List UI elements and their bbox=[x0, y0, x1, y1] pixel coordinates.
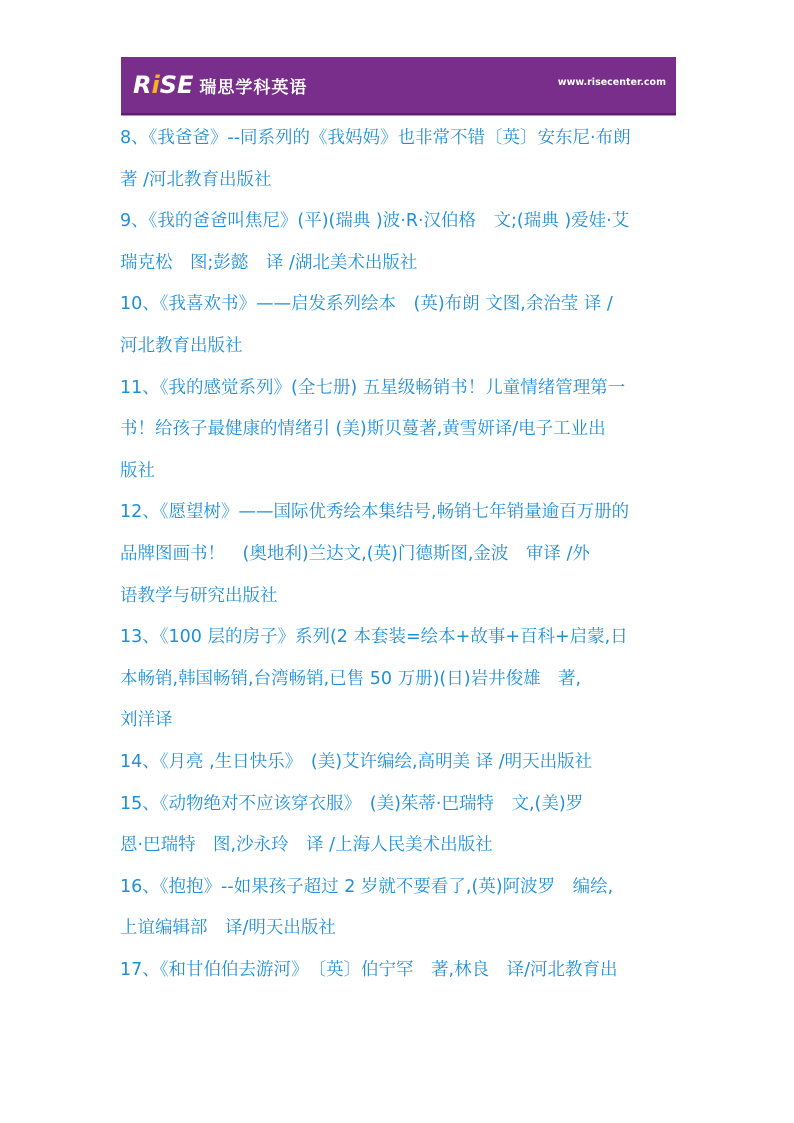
header-banner bbox=[121, 57, 676, 115]
text-line: 13、《100 层的房子》系列(2 本套装=绘本+故事+百科+启蒙,日 bbox=[120, 627, 628, 648]
text-line: 著 /河北教育出版社 bbox=[120, 169, 272, 190]
text-line: 恩·巴瑞特 图,沙永玲 译 /上海人民美术出版社 bbox=[120, 835, 493, 856]
text-line: 语教学与研究出版社 bbox=[120, 585, 278, 606]
text-line: 上谊编辑部 译/明天出版社 bbox=[120, 918, 336, 939]
header-divider bbox=[121, 115, 676, 116]
text-line: 10、《我喜欢书》——启发系列绘本 (英)布朗 文图,余治莹 译 / bbox=[120, 294, 613, 315]
text-line: 本畅销,韩国畅销,台湾畅销,已售 50 万册)(日)岩井俊雄 著, bbox=[120, 668, 582, 689]
text-line: 版社 bbox=[120, 460, 155, 481]
text-line: 16、《抱抱》--如果孩子超过 2 岁就不要看了,(英)阿波罗 编绘, bbox=[120, 876, 614, 897]
book-list bbox=[120, 118, 690, 991]
text-line: 河北教育出版社 bbox=[120, 335, 243, 356]
text-line: 17、《和甘伯伯去游河》 〔英〕伯宁罕 著,林良 译/河北教育出 bbox=[120, 959, 618, 980]
text-line: 9、《我的爸爸叫焦尼》(平)(瑞典 )波·R·汉伯格 文;(瑞典 )爱娃·艾 bbox=[120, 211, 630, 232]
logo-latin: RiSE bbox=[133, 71, 194, 99]
website-url: www.risecenter.com bbox=[557, 77, 666, 88]
text-line: 15、《动物绝对不应该穿衣服》 (美)茱蒂·巴瑞特 文,(美)罗 bbox=[120, 793, 584, 814]
text-line: 11、《我的感觉系列》(全七册) 五星级畅销书！儿童情绪管理第一 bbox=[120, 377, 626, 398]
text-line: 品牌图画书！ (奥地利)兰达文,(英)门德斯图,金波 审译 /外 bbox=[120, 543, 590, 564]
text-line: 瑞克松 图;彭懿 译 /湖北美术出版社 bbox=[120, 252, 418, 273]
text-line: 刘洋译 bbox=[120, 710, 173, 731]
text-line: 8、《我爸爸》--同系列的《我妈妈》也非常不错〔英〕安东尼·布朗 bbox=[120, 128, 631, 148]
text-line: 14、《月亮 ,生日快乐》 (美)艾许编绘,高明美 译 /明天出版社 bbox=[120, 751, 593, 772]
text-line: 书！给孩子最健康的情绪引 (美)斯贝蔓著,黄雪妍译/电子工业出 bbox=[120, 419, 606, 440]
logo-chinese-name: 瑞思学科英语 bbox=[199, 77, 308, 98]
rise-logo bbox=[133, 69, 307, 101]
text-line: 12、《愿望树》——国际优秀绘本集结号,畅销七年销量逾百万册的 bbox=[120, 502, 630, 523]
